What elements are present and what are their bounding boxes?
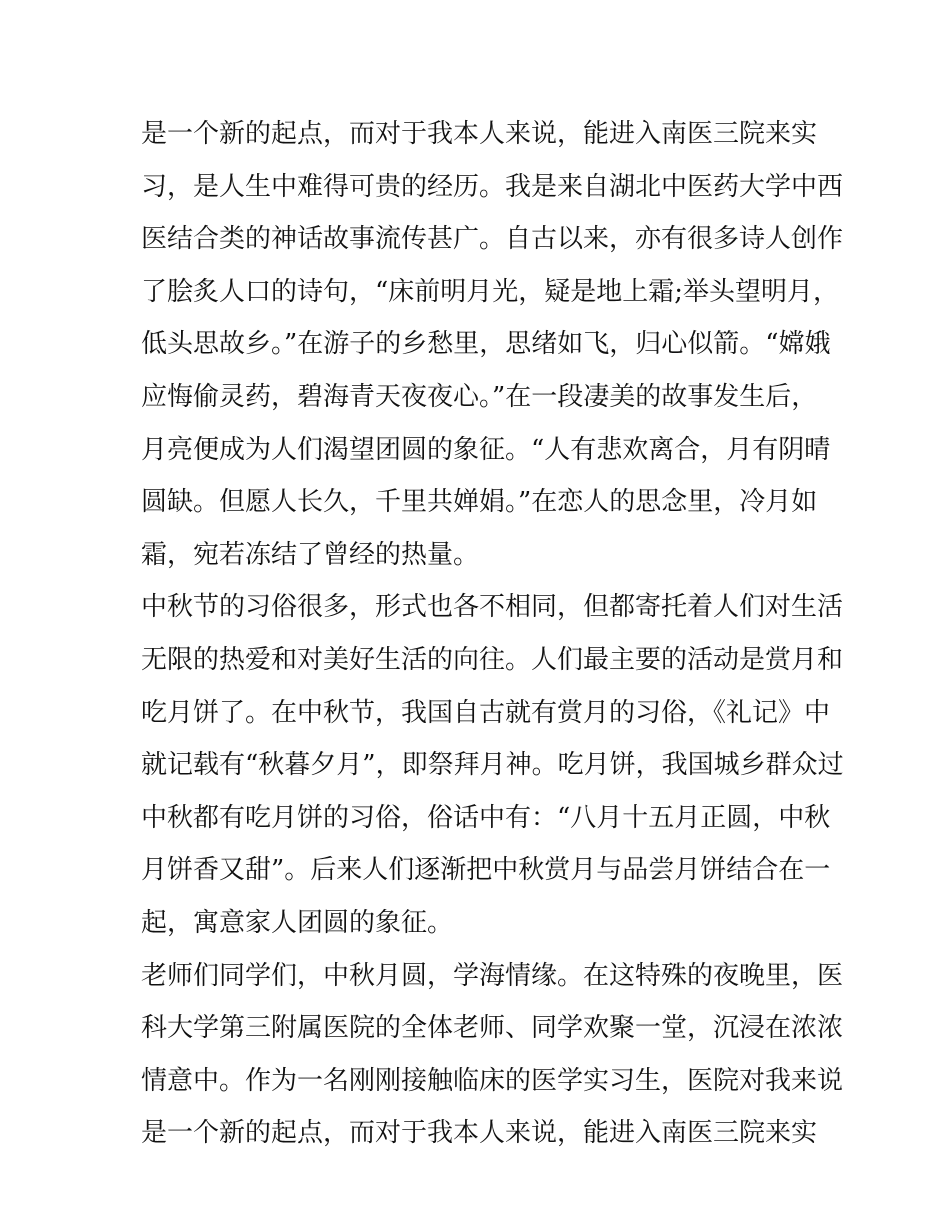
text-line: 情意中。作为一名刚刚接触临床的医学实习生，医院对我来说 xyxy=(141,1065,844,1096)
document-body xyxy=(141,108,844,1160)
text-line: 老师们同学们，中秋月圆，学海情缘。在这特殊的夜晚里，医 xyxy=(141,960,844,991)
text-line: 习，是人生中难得可贵的经历。我是来自湖北中医药大学中西 xyxy=(141,171,844,202)
text-line: 月饼香又甜”。后来人们逐渐把中秋赏月与品尝月饼结合在一 xyxy=(141,855,831,886)
text-line: 医结合类的神话故事流传甚广。自古以来，亦有很多诗人创作 xyxy=(141,224,844,255)
text-line: 月亮便成为人们渴望团圆的象征。“人有悲欢离合，月有阴晴 xyxy=(141,434,831,465)
text-line: 中秋都有吃月饼的习俗，俗话中有：“八月十五月正圆，中秋 xyxy=(141,802,831,833)
text-line: 吃月饼了。在中秋节，我国自古就有赏月的习俗，《礼记》中 xyxy=(141,697,831,728)
text-line: 了脍炙人口的诗句，“床前明月光，疑是地上霜;举头望明月， xyxy=(141,276,840,307)
text-line: 低头思故乡。”在游子的乡愁里，思绪如飞，归心似箭。“嫦娥 xyxy=(141,329,831,360)
text-line: 科大学第三附属医院的全体老师、同学欢聚一堂，沉浸在浓浓 xyxy=(141,1013,844,1044)
text-line: 无限的热爱和对美好生活的向往。人们最主要的活动是赏月和 xyxy=(141,644,844,675)
text-line: 起，寓意家人团圆的象征。 xyxy=(141,907,454,938)
text-line: 是一个新的起点，而对于我本人来说，能进入南医三院来实 xyxy=(141,119,818,149)
text-line: 是一个新的起点，而对于我本人来说，能进入南医三院来实 xyxy=(141,1118,818,1149)
text-line: 霜，宛若冻结了曾经的热量。 xyxy=(141,539,480,570)
text-line: 应悔偷灵药，碧海青天夜夜心。”在一段凄美的故事发生后， xyxy=(141,381,818,412)
text-line: 中秋节的习俗很多，形式也各不相同，但都寄托着人们对生活 xyxy=(141,592,844,623)
text-line: 圆缺。但愿人长久，千里共婵娟。”在恋人的思念里，冷月如 xyxy=(141,487,818,518)
text-line: 就记载有“秋暮夕月”，即祭拜月神。吃月饼，我国城乡群众过 xyxy=(141,750,844,781)
